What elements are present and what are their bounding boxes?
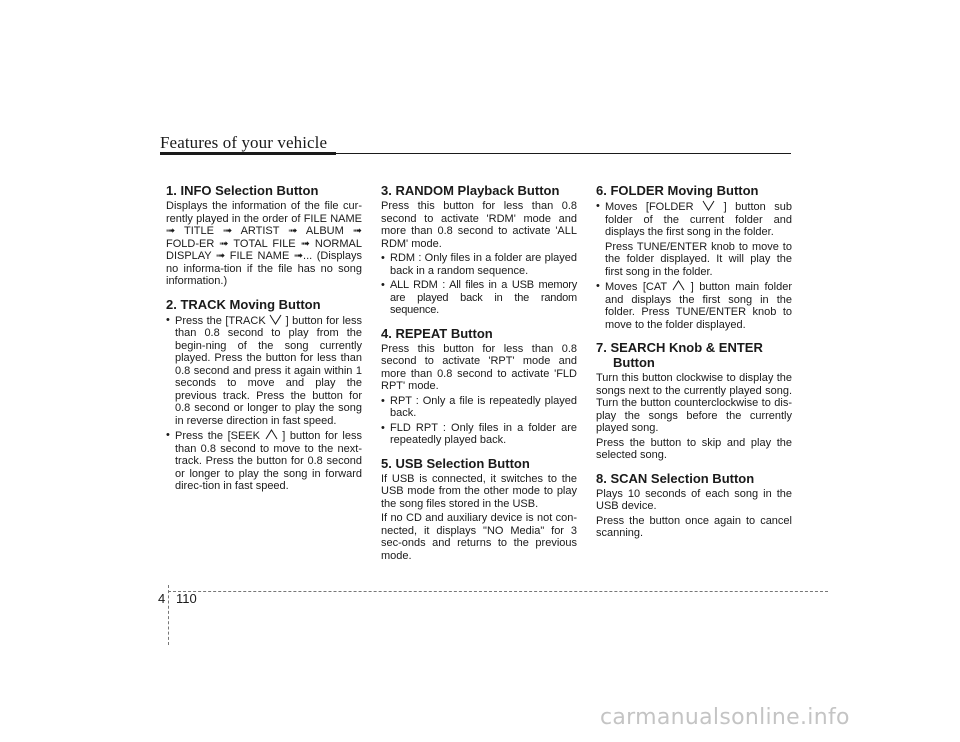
section-title-usb: 5. USB Selection Button — [381, 455, 530, 471]
bullet-rdm: • RDM : Only files in a folder are played back in a random sequence. — [381, 252, 577, 277]
section-title-repeat: 4. REPEAT Button — [381, 325, 493, 341]
chevron-down-icon — [269, 314, 282, 325]
bullet-seek-text-post: ] button for less than 0.8 second to move to the next-track. Press the button for 0.8 second or longer to play the song in forward direc-tion in fast speed. — [175, 430, 362, 492]
section-body-scan-1: Plays 10 seconds of each song in the USB device. — [596, 487, 792, 512]
section-title-search-line-1: 7. SEARCH Knob & ENTER — [596, 340, 763, 355]
section-title-scan: 8. SCAN Selection Button — [596, 470, 755, 486]
column-3 — [596, 183, 792, 542]
footer-horizontal-rule — [168, 591, 828, 592]
section-body-scan-2: Press the button once again to cancel scanning. — [596, 514, 792, 539]
section-body-usb-2: If no CD and auxiliary device is not con-nected, it displays "NO Media" for 3 sec-onds and returns to the previous mode. — [381, 512, 577, 562]
section-title-search — [596, 340, 792, 370]
bullet-folder-text-pre: Moves [FOLDER — [605, 201, 694, 213]
bullet-seek — [166, 429, 362, 493]
bullet-cat — [596, 280, 792, 331]
bullet-folder-text-post: ] button sub folder of the current folder and displays the first song in the folder. — [605, 201, 792, 238]
column-1 — [166, 183, 362, 495]
folder-sub-note: Press TUNE/ENTER knob to move to the folder displayed. It will play the first song in the folder. — [605, 240, 792, 278]
section-title-folder: 6. FOLDER Moving Button — [596, 183, 759, 198]
bullet-track — [166, 314, 362, 428]
bullet-fld-rpt: • FLD RPT : Only files in a folder are repeatedly played back. — [381, 422, 577, 447]
chevron-up-icon — [672, 280, 685, 291]
page-number: 110 — [176, 591, 197, 606]
watermark: carmanualsonline.info — [600, 705, 850, 730]
bullet-cat-text-pre: Moves [CAT — [605, 281, 667, 293]
section-title-search-line-2: Button — [613, 355, 655, 370]
section-body-repeat: Press this button for less than 0.8 second to activate 'RPT' mode and more than 0.8 second to activate 'FLD RPT' mode. — [381, 342, 577, 392]
chapter-number: 4 — [158, 591, 166, 606]
section-body-usb-1: If USB is connected, it switches to the USB mode from the other mode to play the song files stored in the USB. — [381, 472, 577, 510]
section-body-search-1: Turn this button clockwise to display the songs next to the currently played song. Turn the button counterclockwise to dis-play the songs before the currently played song. — [596, 372, 792, 434]
bullet-seek-text-pre: Press the [SEEK — [175, 430, 260, 442]
footer-vertical-rule — [168, 585, 169, 645]
chevron-down-icon — [702, 200, 715, 211]
bullet-all-rdm: • ALL RDM : All files in a USB memory are played back in the random sequence. — [381, 279, 577, 317]
bullet-track-text-post: ] button for less than 0.8 second to play from the begin-ning of the song currently played. Press the button for less than 0.8 second and press it again within 1 seconds to move and play the previous track. Press the button for 0.8 second or longer to play the song in reverse direction in fast speed. — [175, 314, 363, 427]
column-2 — [381, 183, 577, 564]
bullet-cat-text-post: ] button main folder and displays the first song in the folder. Press TUNE/ENTER knob to move to the folder displayed. — [605, 281, 793, 331]
section-title-track: 2. TRACK Moving Button — [166, 296, 321, 312]
bullet-track-text-pre: Press the [TRACK — [175, 314, 266, 327]
header-title: Features of your vehicle — [160, 133, 328, 152]
chevron-up-icon — [265, 429, 278, 440]
section-body-search-2: Press the button to skip and play the selected song. — [596, 436, 792, 461]
bullet-folder — [596, 200, 792, 239]
bullet-rpt: • RPT : Only a file is repeatedly played back. — [381, 395, 577, 420]
section-title-info: 1. INFO Selection Button — [166, 183, 319, 198]
section-title-random: 3. RANDOM Playback Button — [381, 183, 560, 198]
header-bar — [160, 152, 336, 155]
section-body-info: Displays the information of the file cur-rently played in the order of FILE NAME ➟ TITLE ➟ ARTIST ➟ ALBUM ➟ FOLD-ER ➟ TOTAL FILE ➟ NORMAL DISPLAY ➟ FILE NAME ➟... (Displays no informa-tion if the file has no song information.) — [166, 200, 362, 287]
header-rule — [336, 153, 791, 154]
section-body-random: Press this button for less than 0.8 second to activate 'RDM' mode and more than 0.8 second to activate 'ALL RDM' mode. — [381, 200, 577, 250]
